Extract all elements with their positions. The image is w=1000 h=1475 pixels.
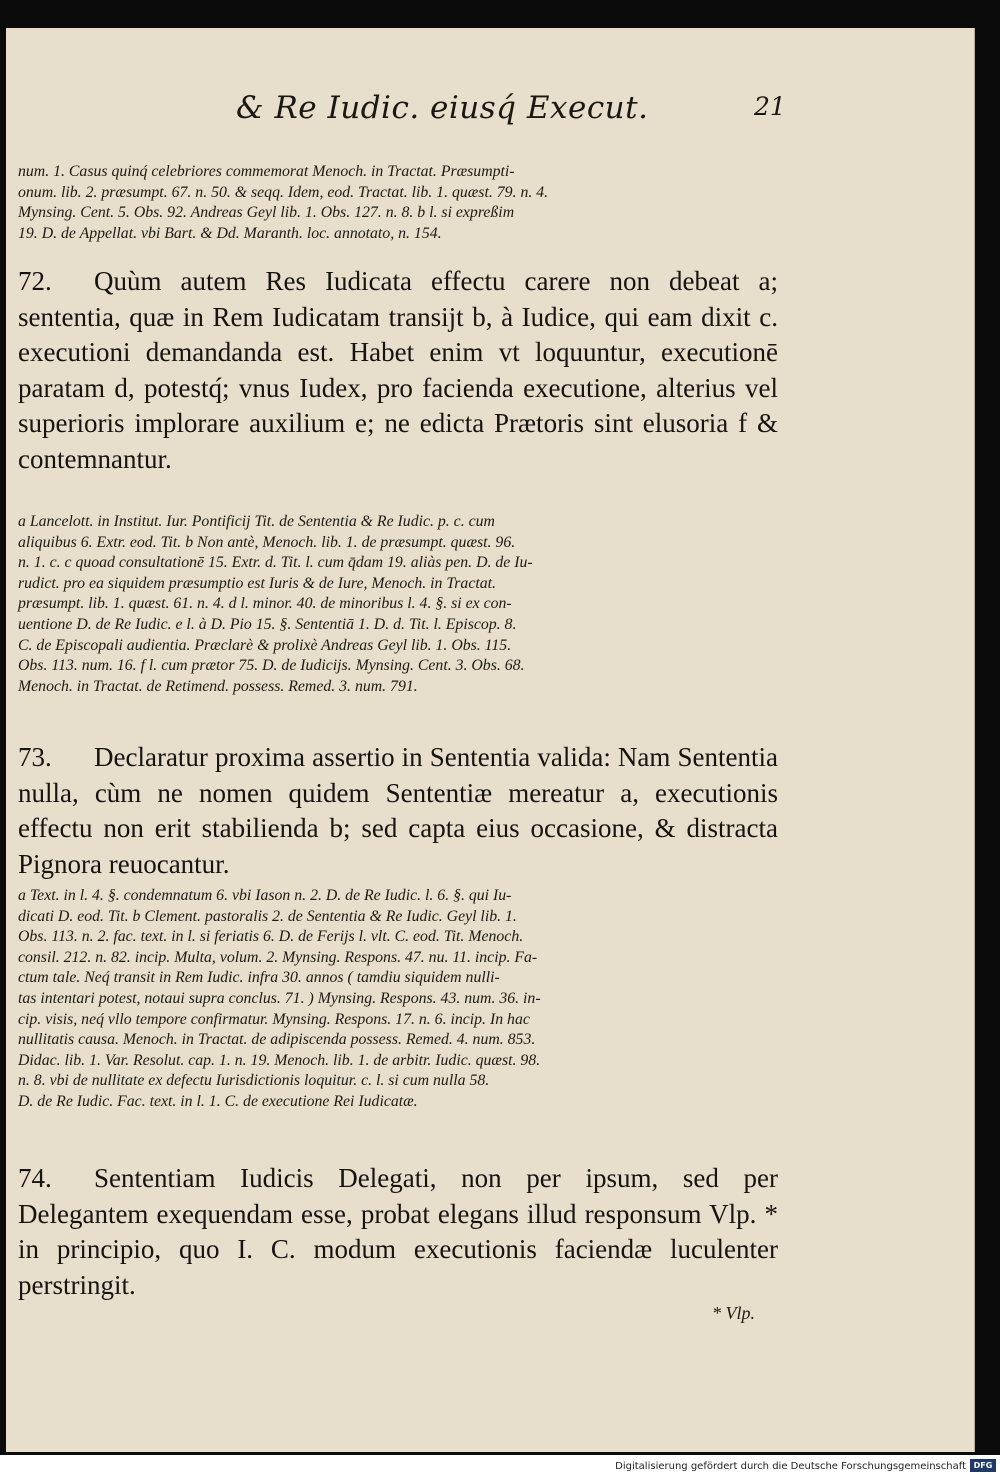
catchword: * Vlp. [712,1303,755,1323]
paragraph-text: Declaratur proxima assertio in Sententia valida: Nam Sententia nulla, cùm ne nomen quidem Sententiæ mereatur a, executionis effectu non erit stabilienda b; sed capta eius occasione, & distracta Pignora reuocantur. [18,742,778,879]
note-line: Didac. lib. 1. Var. Resolut. cap. 1. n. 19. Menoch. lib. 1. de arbitr. Iudic. quæst. 98. [18,1051,541,1069]
note-line: Menoch. in Tractat. de Retimend. possess. Remed. 3. num. 791. [18,677,418,695]
note-line: a Lancelott. in Institut. Iur. Pontificij Tit. de Sententia & Re Iudic. p. c. cum [18,513,495,530]
dfg-logo: DFG [970,1459,996,1472]
running-head: & Re Iudic. eiusq́ Execut. [236,90,649,126]
note-line: dicati D. eod. Tit. b Clement. pastoralis 2. de Sententia & Re Iudic. Geyl lib. 1. [18,907,517,925]
note-line: rudict. pro ea siquidem præsumptio est Iuris & de Iure, Menoch. in Tractat. [18,574,496,592]
footnotes-block [18,512,778,697]
note-line: aliquibus 6. Extr. eod. Tit. b Non antè, Menoch. lib. 1. de præsumpt. quæst. 96. [18,533,516,551]
page-number: 21 [754,92,786,121]
note-line: n. 8. vbi de nullitate ex defectu Iurisdictionis loquitur. c. l. si cum nulla 58. [18,1072,490,1090]
note-line: cip. visis, neq́ vllo tempore confirmatur. Mynsing. Respons. 17. n. 6. incip. In hac [18,1010,530,1028]
funding-credit: Digitalisierung gefördert durch die Deutsche Forschungsgemeinschaft [615,1461,966,1472]
note-line: Obs. 113. num. 16. f l. cum prætor 75. D. de Iudicijs. Mynsing. Cent. 3. Obs. 68. [18,657,525,675]
note-line: præsumpt. lib. 1. quæst. 61. n. 4. d l. minor. 40. de minoribus l. 4. §. si ex con- [18,595,512,613]
footnotes-block [18,886,778,1113]
note-line: D. de Re Iudic. Fac. text. in l. 1. C. de executione Rei Iudicatæ. [18,1092,418,1110]
note-line: nullitatis causa. Menoch. in Tractat. de adipiscenda possess. Remed. 4. num. 853. [18,1031,536,1049]
paragraph-text: Quùm autem Res Iudicata effectu carere non debeat a; sententia, quæ in Rem Iudicatam transijt b, à Iudice, qui eam dixit c. executioni demandanda est. Habet enim vt loquuntur, executionē paratam d, potestq́; vnus Iudex, pro facienda executione, alterius vel superioris implorare auxilium e; ne edicta Prætoris sint elusoria f & contemnantur. [18,266,778,474]
paragraph-number: 73. [18,742,52,772]
paragraph-74 [18,1161,778,1303]
paragraph-number: 72. [18,266,52,296]
book-page [6,28,975,1452]
paragraph-72 [18,264,778,478]
paragraph-text: Sententiam Iudicis Delegati, non per ipsum, sed per Delegantem exequendam esse, probat elegans illud responsum Vlp. * in principio, quo I. C. modum executionis faciendæ luculenter perstringit. [18,1163,778,1300]
note-line: consil. 212. n. 82. incip. Multa, volum. 2. Mynsing. Respons. 47. nu. 11. incip. Fa- [18,948,538,966]
note-line: onum. lib. 2. præsumpt. 67. n. 50. & seqq. Idem, eod. Tractat. lib. 1. quæst. 79. n. 4. [18,183,549,201]
note-line: 19. D. de Appellat. vbi Bart. & Dd. Maranth. loc. annotato, n. 154. [18,224,442,242]
paragraph-73 [18,740,778,882]
note-line: n. 1. c. c quoad consultationē 15. Extr. d. Tit. l. cum q̄dam 19. aliàs pen. D. de Iu- [18,554,533,572]
paragraph-number: 74. [18,1163,52,1193]
note-line: num. 1. Casus quinq́ celebriores commemorat Menoch. in Tractat. Præsumpti- [18,163,515,180]
footnotes-block [18,162,778,244]
note-line: Obs. 113. n. 2. fac. text. in l. si feriatis 6. D. de Ferijs l. vlt. C. eod. Tit. Menoch. [18,928,524,946]
note-line: a Text. in l. 4. §. condemnatum 6. vbi Iason n. 2. D. de Re Iudic. l. 6. §. qui Iu- [18,887,512,904]
note-line: C. de Episcopali audientia. Præclarè & prolixè Andreas Geyl lib. 1. Obs. 115. [18,636,512,654]
note-line: tas intentari potest, notaui supra conclus. 71. ) Mynsing. Respons. 43. num. 36. in- [18,989,541,1007]
note-line: ctum tale. Neq́ transit in Rem Iudic. infra 30. annos ( tamdiu siquidem nulli- [18,969,500,987]
note-line: Mynsing. Cent. 5. Obs. 92. Andreas Geyl lib. 1. Obs. 127. n. 8. b l. si expreßim [18,204,515,222]
note-line: uentione D. de Re Iudic. e l. à D. Pio 15. §. Sententiā 1. D. d. Tit. l. Episcop. 8. [18,615,517,633]
